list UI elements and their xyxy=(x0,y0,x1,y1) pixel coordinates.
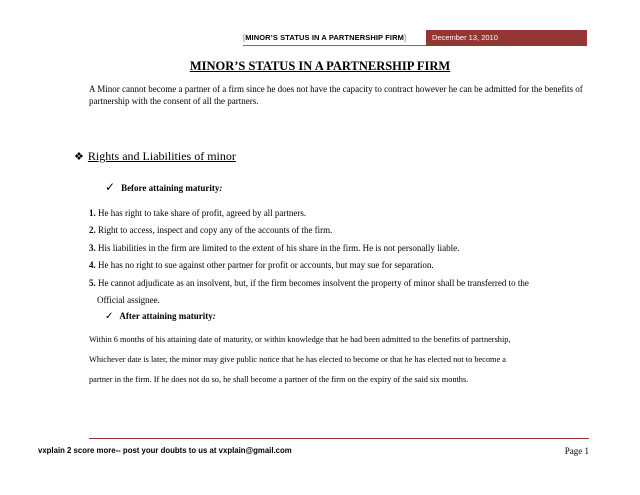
subheading-before-maturity xyxy=(105,180,222,195)
header-title xyxy=(243,30,406,45)
list-item-text: He has right to take share of profit, agreed by all partners. xyxy=(98,208,307,218)
document-title: MINOR’S STATUS IN A PARTNERSHIP FIRM xyxy=(189,59,451,73)
list-item-text: He has no right to sue against other partner for profit or accounts, but may sue for separation. xyxy=(98,260,434,271)
after-maturity-paragraph xyxy=(89,330,589,390)
list-item-text: His liabilities in the firm are limited to the extent of his share in the firm. He is not personally liable. xyxy=(98,242,460,253)
list-item-text: He cannot adjudicate as an insolvent, but, if the firm becomes insolvent the property of minor shall be transferred to the xyxy=(98,277,529,288)
before-maturity-list xyxy=(89,205,589,309)
paragraph-line: Within 6 months of his attaining date of maturity, or within knowledge that he had been admitted to the benefits of partnership, xyxy=(89,335,511,344)
checkmark-icon: ✓ xyxy=(105,180,116,194)
paragraph-line: Whichever date is later, the minor may give public notice that he has elected to become or that he has elected not to become a xyxy=(89,355,506,364)
section-heading xyxy=(74,149,236,164)
subheading-before-colon: : xyxy=(219,183,223,193)
header-title-text: MINOR’S STATUS IN A PARTNERSHIP FIRM xyxy=(245,33,404,42)
footer-contact: vxplain 2 score more-- post your doubts to us at vxplain@gmail.com xyxy=(38,446,292,455)
page-header xyxy=(243,30,587,46)
list-item-number: 2. xyxy=(89,225,96,236)
list-item xyxy=(89,222,589,239)
intro-paragraph: A Minor cannot become a partner of a firm since he does not have the capacity to contract however he can be admitted for the benefits of partnership with the consent of all the partners. xyxy=(89,84,583,106)
page-footer xyxy=(38,438,589,456)
list-item-number: 3. xyxy=(89,242,96,253)
diamond-bullet-icon: ❖ xyxy=(74,151,84,163)
page-number: Page 1 xyxy=(564,446,589,456)
section-heading-text: Rights and Liabilities of minor xyxy=(87,149,236,163)
subheading-before-label: Before attaining maturity xyxy=(121,183,220,193)
header-date: December 13, 2010 xyxy=(426,30,587,46)
paragraph-line: partner in the firm. If he does not do so, he shall become a partner of the firm on the expiry of the said six months. xyxy=(89,375,469,384)
subheading-after-label: After attaining maturity xyxy=(119,311,213,321)
list-item xyxy=(89,257,589,274)
subheading-after-maturity xyxy=(105,311,216,322)
checkmark-icon: ✓ xyxy=(105,311,114,322)
list-item-number: 4. xyxy=(89,260,96,271)
subheading-after-colon: : xyxy=(212,311,216,321)
list-item-continuation: Official assignee. xyxy=(97,294,160,305)
list-item-number: 5. xyxy=(89,277,96,288)
header-bracket-open: [ xyxy=(243,33,246,42)
list-item-number: 1. xyxy=(89,208,96,218)
list-item xyxy=(89,240,589,257)
list-item xyxy=(89,275,589,292)
list-item-text: Right to access, inspect and copy any of the accounts of the firm. xyxy=(98,225,333,236)
list-item xyxy=(89,205,589,222)
header-bracket-close: ] xyxy=(403,33,407,42)
